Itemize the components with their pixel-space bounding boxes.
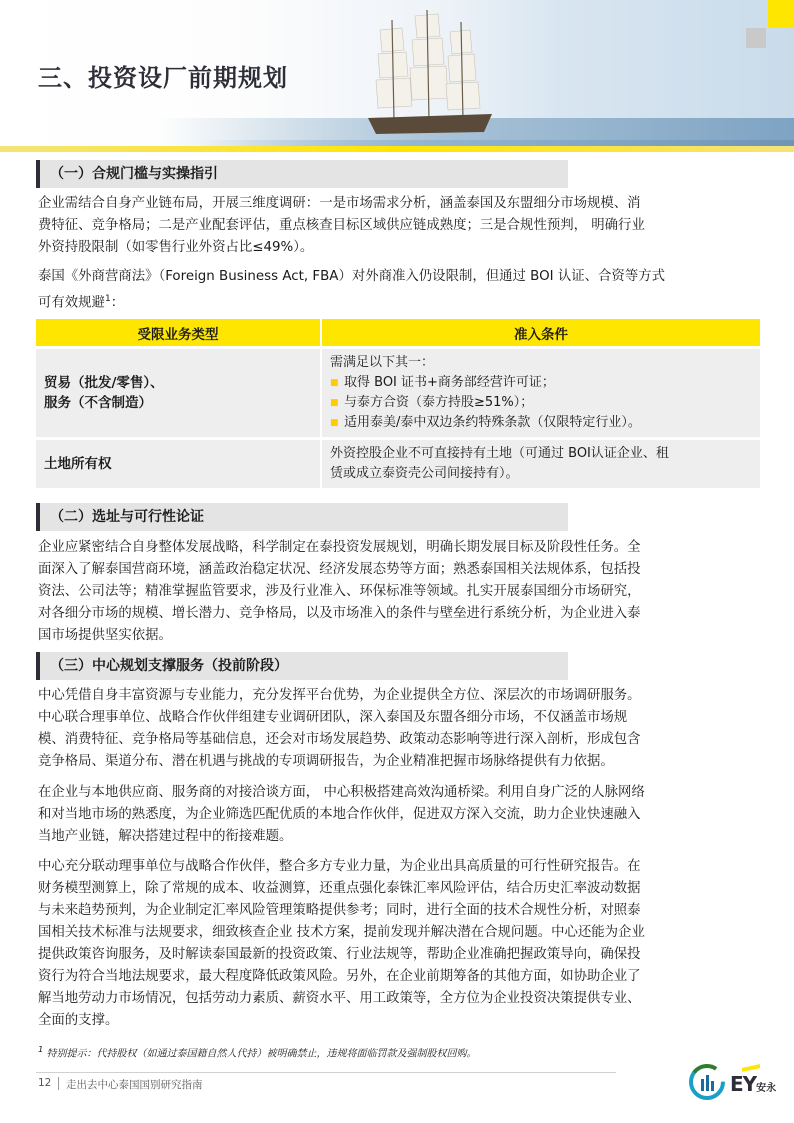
table-cell-condition: 需满足以下其一： ■ 取得 BOI 证书+商务部经营许可证； ■ 与泰方合资（泰方持股≥51%）； ■ 适用泰美/泰中双边条约特殊条款（仅限特定行业）。 <box>321 349 760 437</box>
list-item: ■ 取得 BOI 证书+商务部经营许可证； <box>330 375 555 390</box>
section3-paragraph-3: 中心充分联动理事单位与战略合作伙伴，整合多方专业力量，为企业出具高质量的可行性研究报告。在 财务模型测算上，除了常规的成本、收益测算，还重点强化泰铢汇率风险评估，结合历史汇率波动数据 与未来趋势预判，为企业制定汇率风险管理策略提供参考；同时，进行全面的技术合规性分析，对照泰 国相关技术标准与法规要求，细致核查企业 技术方案，提前发现并解决潜在合规问题。中心还能为企业 提供政策咨询服务，及时解读泰国最新的投资政策、行业法规等，帮助企业准确把握政策导向，确保投 资行为符合当地法规要求，最大程度降低政策风险。另外，在企业前期筹备的其他方面，如协助企业了 解当地劳动力市场情况，包括劳动力素质、薪资水平、用工政策等，全方位为企业投资决策提供专业、 全面的支撑。 <box>38 859 645 1028</box>
table-row <box>36 349 760 437</box>
table-header-condition: 准入条件 <box>321 319 760 346</box>
section3-paragraph-1: 中心凭借自身丰富资源与专业能力，充分发挥平台优势，为企业提供全方位、深层次的市场调研服务。 中心联合理事单位、战略合作伙伴组建专业调研团队，深入泰国及东盟各细分市场，不仅涵盖市场规 模、消费特征、竞争格局等基础信息，还会对市场发展趋势、政策动态影响等进行深入剖析，形成包含 竞争格局、渠道分布、潜在机遇与挑战的专项调研报告，为企业精准把握市场脉络提供有力依据。 <box>38 688 641 769</box>
corner-yellow-block <box>768 0 794 28</box>
page-title: 三、投资设厂前期规划 <box>38 64 288 92</box>
list-item: ■ 与泰方合资（泰方持股≥51%）； <box>330 395 534 410</box>
section2-paragraph: 企业应紧密结合自身整体发展战略，科学制定在泰投资发展规划，明确长期发展目标及阶段性任务。全 面深入了解泰国营商环境，涵盖政治稳定状况、经济发展态势等方面；熟悉泰国相关法规体系，包括投 资法、公司法等；精准掌握监管要求，涉及行业准入、环保标准等领域。扎实开展泰国细分市场研究， 对各细分市场的规模、增长潜力、竞争格局，以及市场准入的条件与壁垒进行系统分析，为企业进入泰 国市场提供坚实依据。 <box>38 540 641 643</box>
section3-heading: （三）中心规划支撑服务（投前阶段） <box>36 652 568 680</box>
footer-separator <box>58 1077 59 1090</box>
list-item: ■ 适用泰美/泰中双边条约特殊条款（仅限特定行业）。 <box>330 415 641 430</box>
header-yellow-band <box>0 146 794 152</box>
table-header-type: 受限业务类型 <box>36 319 321 346</box>
section2-heading: （二）选址与可行性论证 <box>36 503 568 531</box>
table-row <box>36 440 760 488</box>
footer-divider <box>36 1072 616 1073</box>
table-cell-type: 贸易（批发/零售）、 服务（不含制造） <box>36 349 321 437</box>
footnote-marker: 1 <box>104 294 111 304</box>
section1-paragraph-2: 泰国《外商营商法》（Foreign Business Act, FBA）对外商准入仍设限制，但通过 BOI 认证、合资等方式 可有效规避$^1$： <box>38 269 665 311</box>
ey-logo: EY安永 <box>730 1072 777 1096</box>
corner-grey-block <box>746 28 766 48</box>
center-logo-icon <box>688 1063 726 1101</box>
section1-heading: （一）合规门槛与实操指引 <box>36 160 568 188</box>
page-number: 12 <box>38 1077 52 1089</box>
sailing-ship-image <box>360 10 500 145</box>
ey-logo-bar <box>742 1064 760 1072</box>
table-cell-type: 土地所有权 <box>36 440 321 488</box>
fba-restrictions-table <box>36 319 760 488</box>
footnote: $^1$ 特别提示：代持股权（如通过泰国籍自然人代持）被明确禁止，违规将面临罚款及强制股权回购。 <box>38 1044 477 1060</box>
table-cell-condition: 外资控股企业不可直接持有土地（可通过 BOI认证企业、租 赁或成立泰资壳公司间接持有）。 <box>321 440 760 488</box>
section3-paragraph-2: 在企业与本地供应商、服务商的对接洽谈方面， 中心积极搭建高效沟通桥梁。利用自身广泛的人脉网络 和对当地市场的熟悉度，为企业筛选匹配优质的本地合作伙伴，促进双方深入交流，助力企业快速融入 当地产业链，解决搭建过程中的衔接难题。 <box>38 785 645 844</box>
section1-paragraph-1: 企业需结合自身产业链布局，开展三维度调研：一是市场需求分析，涵盖泰国及东盟细分市场规模、消 费特征、竞争格局；二是产业配套评估，重点核查目标区域供应链成熟度；三是合规性预判， 明确行业 外资持股限制（如零售行业外资占比≤49%）。 <box>38 196 645 255</box>
footer-doc-title: 走出去中心泰国国别研究指南 <box>66 1079 203 1091</box>
